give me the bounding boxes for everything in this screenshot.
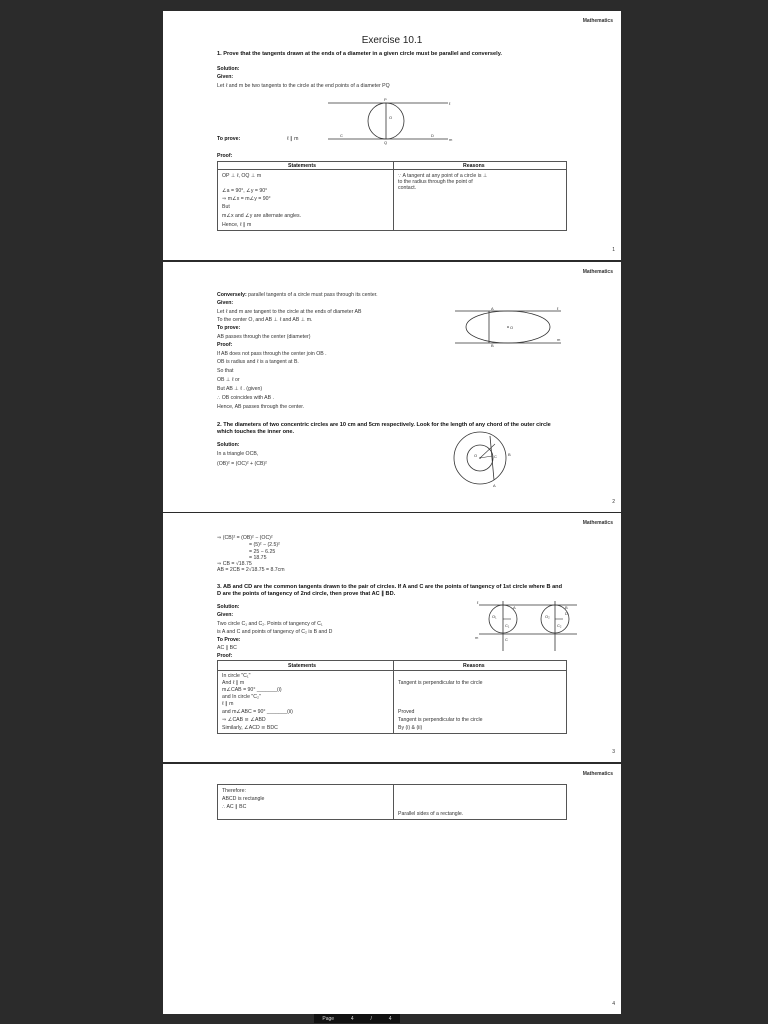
fig1-label-q: Q (384, 140, 388, 145)
statement-row: Similarly, ∠ACD ≅ BDC (222, 725, 278, 731)
table-header-reasons: Reasons (463, 163, 485, 169)
calc-line: ⇒ CB = √18.75 (217, 561, 252, 567)
given-label: Given: (217, 74, 234, 80)
statement-row: OP ⊥ ℓ, OQ ⊥ m (222, 173, 262, 179)
reason-row: contact. (398, 185, 417, 191)
document-page-1 (163, 11, 621, 260)
reason-row: Proved (398, 709, 415, 715)
solution-label: Solution: (217, 442, 240, 448)
calc-line: ⇒ (CB)² = (OB)² − (OC)² (217, 535, 273, 541)
fig4-label-o2: O₂ (545, 614, 550, 619)
fig3-label-c: C (494, 454, 497, 459)
fig4-label-m: m (475, 635, 479, 640)
fig1-label-d: D (431, 133, 434, 138)
fig3-label-a: A (493, 483, 496, 488)
proof-line: ∴ OB coincides with AB . (217, 395, 274, 401)
proof-line: OB is radius and ℓ is a tangent at B. (217, 359, 299, 365)
proof-label: Proof: (217, 653, 233, 659)
given-line: is A and C and points of tangency of C₂ is B and D (217, 629, 333, 635)
proof-table-4 (217, 784, 567, 820)
given-line: Two circle C₁ and C₂. Points of tangency of C₁ (217, 621, 323, 627)
proof-line: But AB ⊥ ℓ . (given) (217, 386, 263, 392)
fig2-label-b: B (491, 343, 494, 348)
statement-row: ABCD is rectangle (222, 796, 265, 802)
statement-row: ∠a = 90°, ∠y = 90° (222, 188, 268, 194)
fig4-label-c2: C₂ (557, 623, 562, 628)
page-label: Page (322, 1015, 335, 1022)
page-number: 2 (612, 499, 615, 505)
fig4-label-o1: O₁ (492, 614, 497, 619)
page-navigator[interactable] (314, 1014, 400, 1023)
fig4-label-b: B (565, 605, 568, 610)
given-line: Let ℓ and m are tangent to the circle at the ends of diameter AB (217, 309, 362, 315)
to-prove-text: AB passes through the center (diameter) (217, 334, 311, 340)
solution-label: Solution: (217, 604, 240, 610)
exercise-title: Exercise 10.1 (361, 35, 423, 46)
calc-line: = 25 − 6.25 (249, 549, 276, 555)
question-3: 3. AB and CD are the common tangents drawn to the pair of circles. If A and C are the points of tangency of 1st circle where B and D are the points of tangency of 2nd circle, then prove that AC ∥ BD. (217, 584, 563, 597)
to-prove-label: To prove: (217, 325, 241, 331)
conversely-text: parallel tangents of a circle must pass through its center. (246, 292, 378, 298)
calc-line: = (5)² − (2.5)² (249, 542, 280, 548)
proof-table-3 (217, 660, 567, 734)
proof-label: Proof: (217, 153, 233, 159)
table-header-statements: Statements (288, 663, 316, 669)
fig3-label-o: O (474, 453, 478, 458)
statement-row: ℓ ∥ m (222, 701, 234, 707)
current-page-field[interactable]: 4 (350, 1015, 354, 1022)
page-header: Mathematics (582, 18, 613, 24)
conversely-label: Conversely: (217, 292, 247, 298)
document-page-4 (163, 764, 621, 1014)
statement-row: Therefore: (222, 788, 246, 794)
fig1-label-o: O (389, 115, 393, 120)
to-prove-text: AC ∥ BC (217, 645, 237, 651)
table-header-statements: Statements (288, 163, 316, 169)
reason-row: Tangent is perpendicular to the circle (398, 717, 483, 723)
fig1-label-c: C (340, 133, 343, 138)
statement-row: ⇒ ∠CAB ≅ ∠ABD (222, 717, 266, 723)
reason-row: By (i) & (ii) (398, 725, 423, 731)
tangent-figure-1 (323, 96, 453, 144)
concentric-circles-figure (438, 434, 528, 490)
question-2: 2. The diameters of two concentric circles are 10 cm and 5cm respectively. Look for the length of any chord of the outer circle which touches the inner one. (217, 422, 551, 435)
reason-row: Tangent is perpendicular to the circle (398, 680, 483, 686)
calc-line: = 18.75 (249, 555, 267, 561)
two-circles-figure (475, 601, 581, 655)
to-prove-text: ℓ ∥ m (287, 136, 299, 142)
fig2-label-l: ℓ (557, 306, 559, 311)
proof-line: If AB does not pass through the center join OB . (217, 351, 327, 357)
fig2-label-a: A (491, 306, 494, 311)
statement-row: and m∠ABC = 90° _______(ii) (222, 709, 293, 715)
total-pages: 4 (388, 1015, 392, 1022)
fig2-label-o: O (510, 325, 514, 330)
fig4-label-d: D (565, 611, 568, 616)
solution-label: Solution: (217, 66, 240, 72)
given-line: To the center O, and AB ⊥ ℓ and AB ⊥ m. (217, 317, 313, 323)
conversely-line (217, 292, 378, 298)
fig1-label-p: P (384, 97, 387, 102)
reason-row: ∵ A tangent at any point of a circle is ⊥ (398, 173, 488, 179)
statement-row: And ℓ ∥ m (222, 680, 245, 686)
tangent-figure-2 (453, 307, 563, 347)
page-number: 1 (612, 247, 615, 253)
page-header: Mathematics (582, 520, 613, 526)
calc-line: AB = 2CB = 2√18.75 = 8.7cm (217, 567, 285, 573)
reason-row: Parallel sides of a rectangle. (398, 811, 464, 817)
proof-label: Proof: (217, 342, 233, 348)
fig4-label-a: A (513, 605, 516, 610)
proof-line: So that (217, 368, 234, 374)
page-header: Mathematics (582, 269, 613, 275)
statement-row: In circle "C₁" (222, 673, 251, 679)
statement-row: m∠x and ∠y are alternate angles. (222, 213, 302, 219)
fig1-label-m: m (449, 137, 453, 142)
solution-line: (OB)² = (OC)² + (CB)² (217, 461, 267, 467)
question-1: 1. Prove that the tangents drawn at the ends of a diameter in a given circle must be parallel and conversely. (217, 51, 502, 57)
fig4-label-c1: C₁ (505, 623, 510, 628)
proof-line: Hence, AB passes through the center. (217, 404, 305, 410)
statement-row: and In circle "C₂" (222, 694, 261, 700)
given-label: Given: (217, 300, 234, 306)
proof-line: OB ⊥ ℓ or (217, 377, 240, 383)
statement-row: ∴ AC ∥ BC (222, 804, 247, 810)
table-header-reasons: Reasons (463, 663, 485, 669)
fig4-label-c: C (505, 637, 508, 642)
to-prove-label: To prove: (217, 136, 241, 142)
statement-row: ⇒ m∠x = m∠y = 90° (222, 196, 271, 202)
fig1-label-l: ℓ (449, 101, 451, 106)
page-number: 4 (612, 1001, 615, 1007)
fig3-label-b: B (508, 452, 511, 457)
proof-table-1 (217, 161, 567, 231)
given-label: Given: (217, 612, 234, 618)
statement-row: But (222, 204, 230, 210)
solution-line: In a triangle OCB, (217, 451, 259, 457)
fig2-label-m: m (557, 337, 561, 342)
reason-row: to the radius through the point of (398, 179, 473, 185)
document-page-2 (163, 262, 621, 512)
page-separator: / (370, 1015, 372, 1022)
to-prove-label: To Prove: (217, 637, 241, 643)
statement-row: m∠CAB = 90° _______(i) (222, 687, 282, 693)
page-number: 3 (612, 749, 615, 755)
fig4-label-l: ℓ (477, 600, 479, 605)
page-header: Mathematics (582, 771, 613, 777)
statement-row: Hence, ℓ ∥ m (222, 222, 252, 228)
given-text: Let ℓ and m be two tangents to the circle at the end points of a diameter PQ (217, 83, 390, 89)
document-page-3 (163, 513, 621, 762)
